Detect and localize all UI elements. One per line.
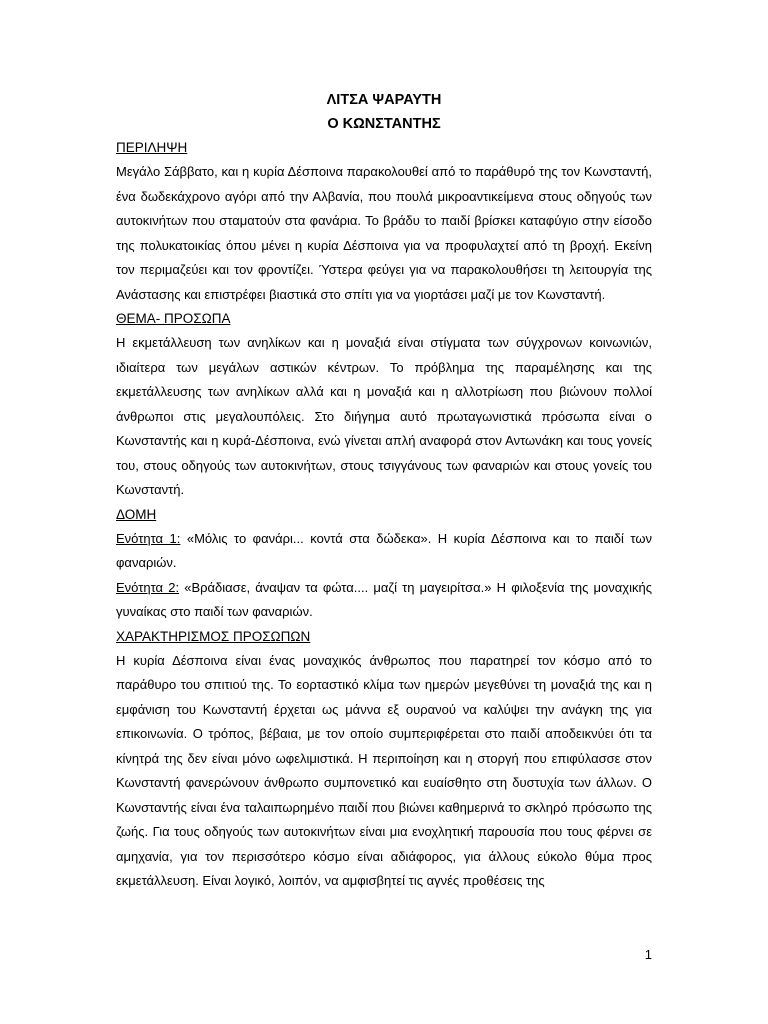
author-name: ΛΙΤΣΑ ΨΑΡΑΥΤΗ bbox=[326, 92, 442, 108]
structure-unit-1 bbox=[116, 527, 652, 576]
structure-unit-2 bbox=[116, 576, 652, 625]
section-heading-characters: ΧΑΡΑΚΤΗΡΙΣΜΟΣ ΠΡΟΣΩΠΩΝ bbox=[116, 628, 311, 644]
themes-paragraph: Η εκμετάλλευση των ανηλίκων και η μοναξιά είναι στίγματα των σύγχρονων κοινωνιών, ιδιαίτερα των μεγάλων αστικών κέντρων. Το πρόβλημα της παραμέλησης και της εκμετάλλευσης των ανηλίκων αλλά και η μοναξιά και η αλλοτρίωση που βιώνουν πολλοί άνθρωποι στις μεγαλουπόλεις. Στο διήγημα αυτό πρωταγωνιστικά πρόσωπα είναι ο Κωνσταντής και η κυρά-Δέσποινα, ενώ γίνεται απλή αναφορά στον Αντωνάκη και τους γονείς του, στους οδηγούς των αυτοκινήτων, στους τσιγγάνους των φαναριών και στους γονείς του Κωνσταντή. bbox=[116, 335, 652, 497]
section-heading-themes: ΘΕΜΑ- ΠΡΟΣΩΠΑ bbox=[116, 311, 231, 326]
unit-2-text: «Βράδιασε, άναψαν τα φώτα.... μαζί τη μαγειρίτσα.» Η φιλοξενία της μοναχικής γυναίκας στο παιδί των φαναριών. bbox=[116, 579, 652, 619]
section-heading-summary: ΠΕΡΙΛΗΨΗ bbox=[116, 140, 188, 155]
section-heading-structure: ΔΟΜΗ bbox=[116, 506, 157, 522]
unit-1-text: «Μόλις το φανάρι... κοντά στα δώδεκα». Η κυρία Δέσποινα και το παιδί των φαναριών. bbox=[116, 530, 652, 570]
document-title: Ο ΚΩΝΣΤΑΝΤΗΣ bbox=[327, 116, 441, 132]
unit-1-label: Ενότητα 1: bbox=[116, 530, 181, 546]
characters-paragraph: Η κυρία Δέσποινα είναι ένας μοναχικός άνθρωπος που παρατηρεί τον κόσμο από το παράθυρο του σπιτιού της. Το εορταστικό κλίμα των ημερών μεγεθύνει τη μοναξιά της και η εμφάνιση του Κωνσταντή έρχεται ως μάννα εξ ουρανού να καλύψει την ανάγκη της για επικοινωνία. Ο τρόπος, βέβαια, με τον οποίο συμπεριφέρεται στο παιδί αποδεικνύει ότι τα κίνητρά της δεν είναι μόνο ωφελιμιστικά. Η περιποίηση και η στοργή που επιφύλασσε στον Κωνσταντή φανερώνουν άνθρωπο συμπονετικό και ευαίσθητο στη δυστυχία των άλλων. Ο Κωνσταντής είναι ένα ταλαιπωρημένο παιδί που βιώνει καθημερινά το σκληρό πρόσωπο της ζωής. Για τους οδηγούς των αυτοκινήτων είναι μια ενοχλητική παρουσία που τους φέρνει σε αμηχανία, για τον περισσότερο κόσμο είναι αδιάφορος, για άλλους εύκολο θύμα προς εκμετάλλευση. Είναι λογικό, λοιπόν, να αμφισβητεί τις αγνές προθέσεις της bbox=[116, 652, 652, 888]
summary-paragraph: Μεγάλο Σάββατο, και η κυρία Δέσποινα παρακολουθεί από το παράθυρό της τον Κωνσταντή, ένα δωδεκάχρονο αγόρι από την Αλβανία, που πουλά μικροαντικείμενα στους οδηγούς των αυτοκινήτων που σταματούν στα φανάρια. Το βράδυ το παιδί βρίσκει καταφύγιο στην είσοδο της πολυκατοικίας όπου μένει η κυρία Δέσποινα για να προφυλαχτεί από τη βροχή. Εκείνη τον περιμαζεύει και τον φροντίζει. Ύστερα φεύγει για να παρακολουθήσει τη λειτουργία της Ανάστασης και επιστρέφει βιαστικά στο σπίτι για να γιορτάσει μαζί με τον Κωνσταντή. bbox=[116, 164, 652, 302]
document-page bbox=[116, 88, 652, 894]
page-number: 1 bbox=[644, 947, 652, 962]
unit-2-label: Ενότητα 2: bbox=[116, 579, 180, 595]
